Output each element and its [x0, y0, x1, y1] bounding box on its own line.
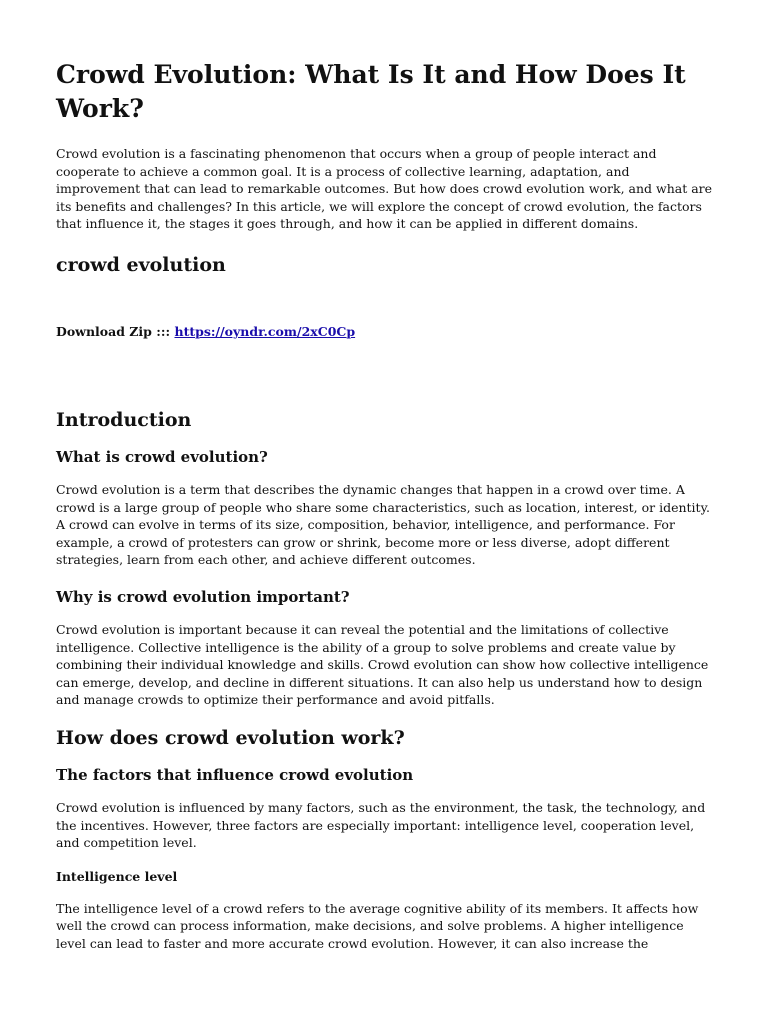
how-it-works-heading: How does crowd evolution work?: [56, 726, 405, 749]
introduction-heading: Introduction: [56, 408, 192, 431]
factors-paragraph: Crowd evolution is influenced by many factors, such as the environment, the task, the technology, and the incentives. However, three factors are especially important: intelligence level, cooperation level, and competition level.: [56, 799, 706, 851]
download-label: Download Zip :::: [56, 323, 171, 339]
what-is-paragraph: Crowd evolution is a term that describes the dynamic changes that happen in a crowd over time. A crowd is a large group of people who share some characteristics, such as location, interest, or identity. A crowd can evolve in terms of its size, composition, behavior, intelligence, and performance. For example, a crowd of protesters can grow or shrink, become more or less diverse, adopt different strategies, learn from each other, and achieve different outcomes.: [56, 481, 710, 568]
intelligence-level-paragraph: The intelligence level of a crowd refers to the average cognitive ability of its members. It affects how well the crowd can process information, make decisions, and solve problems. A higher intelligence level can lead to faster and more accurate crowd evolution. However, it can also increase the: [56, 900, 699, 951]
factors-heading: The factors that influence crowd evolution: [56, 765, 414, 784]
article: [56, 58, 716, 952]
page-title: Crowd Evolution: What Is It and How Does It Work?: [56, 60, 686, 123]
download-link[interactable]: https://oyndr.com/2xC0Cp: [174, 323, 356, 339]
intelligence-level-heading: Intelligence level: [56, 868, 178, 884]
intro-paragraph: Crowd evolution is a fascinating phenomenon that occurs when a group of people interact and cooperate to achieve a common goal. It is a process of collective learning, adaptation, and improvement that can lead to remarkable outcomes. But how does crowd evolution work, and what are its benefits and challenges? In this article, we will explore the concept of crowd evolution, the factors that influence it, the stages it goes through, and how it can be applied in different domains.: [56, 146, 713, 232]
download-line: [56, 323, 716, 341]
keyword-heading: crowd evolution: [56, 253, 226, 276]
what-is-heading: What is crowd evolution?: [56, 447, 268, 466]
why-important-paragraph: Crowd evolution is important because it can reveal the potential and the limitations of collective intelligence. Collective intelligence is the ability of a group to solve problems and create value by combining their individual knowledge and skills. Crowd evolution can show how collective intelligence can emerge, develop, and decline in different situations. It can also help us understand how to design and manage crowds to optimize their performance and avoid pitfalls.: [56, 621, 709, 708]
why-important-heading: Why is crowd evolution important?: [56, 587, 350, 606]
